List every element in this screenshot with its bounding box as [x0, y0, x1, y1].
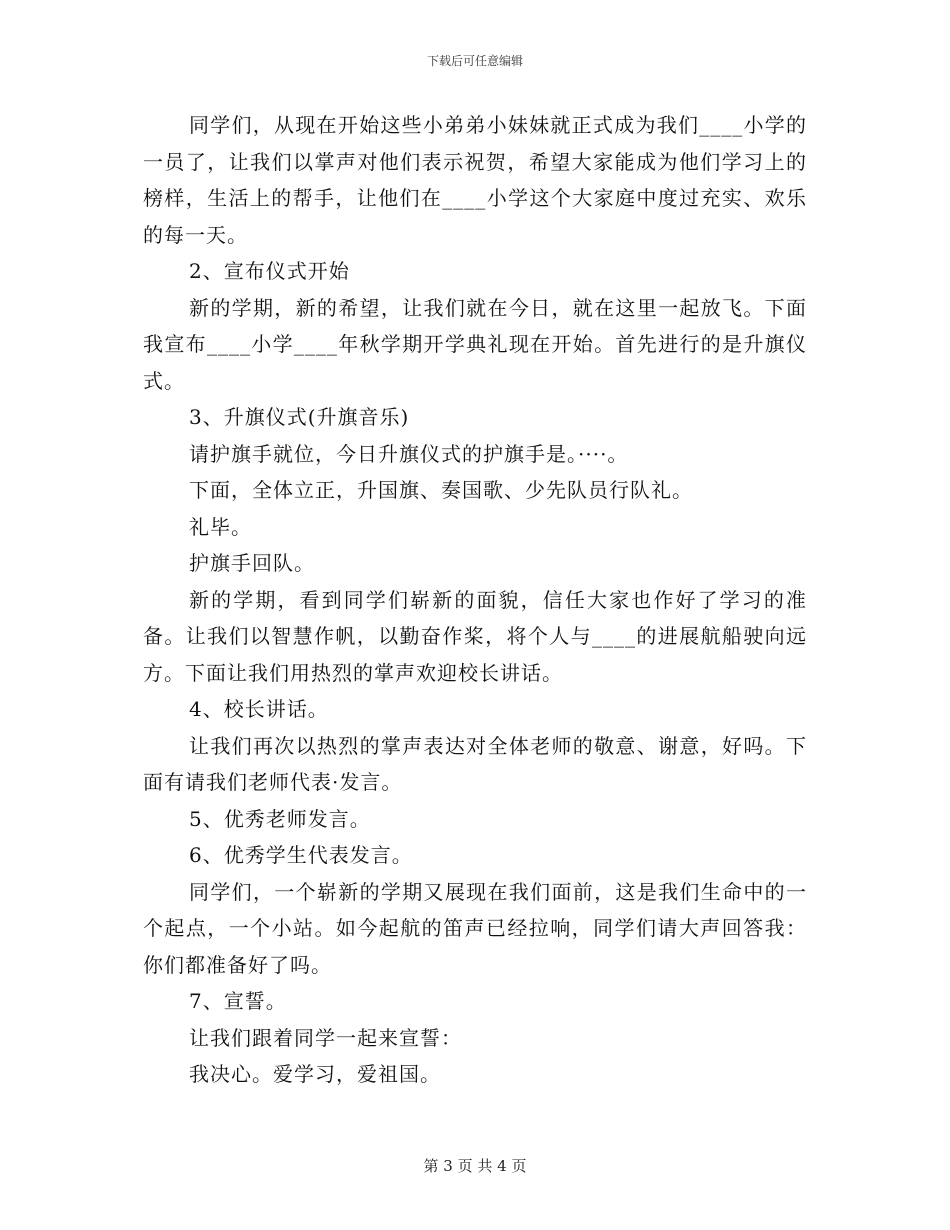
paragraph-announce: 新的学期，新的希望，让我们就在今日，就在这里一起放飞。下面我宣布____小学____年秋学期开学典礼现在开始。首先进行的是升旗仪式。 [143, 295, 807, 393]
heading-teacher-speech: 5、优秀老师发言。 [189, 806, 371, 831]
paragraph-ready: 同学们，一个崭新的学期又展现在我们面前，这是我们生命中的一个起点，一个小站。如今起航的笛声已经拉响，同学们请大声回答我：你们都准备好了吗。 [143, 879, 807, 977]
heading-oath: 7、宣誓。 [189, 989, 287, 1013]
paragraph-teacher-thanks: 让我们再次以热烈的掌声表达对全体老师的敬意、谢意，好吗。下面有请我们老师代表·发言。 [143, 733, 807, 794]
paragraph-salute: 下面，全体立正，升国旗、奏国歌、少先队员行队礼。 [189, 478, 693, 502]
document-body [143, 107, 807, 1093]
paragraph-oath-intro: 让我们跟着同学一起来宣誓： [189, 1025, 462, 1050]
paragraph-guard-return: 护旗手回队。 [189, 551, 315, 575]
page-footer: 第 3 页 共 4 页 [423, 1157, 527, 1175]
paragraph-new-term: 新的学期，看到同学们崭新的面貌，信任大家也作好了学习的准备。让我们以智慧作帆，以勤奋作桨，将个人与____的进展航船驶向远方。下面让我们用热烈的掌声欢迎校长讲话。 [143, 587, 807, 685]
paragraph-oath-text: 我决心。爱学习，爱祖国。 [189, 1062, 441, 1086]
paragraph-welcome: 同学们，从现在开始这些小弟弟小妹妹就正式成为我们____小学的一员了，让我们以掌声对他们表示祝贺，希望大家能成为他们学习上的榜样，生活上的帮手，让他们在____小学这个大家庭中度过充实、欢乐的每一天。 [143, 113, 807, 247]
paragraph-salute-end: 礼毕。 [189, 514, 252, 539]
heading-student-speech: 6、优秀学生代表发言。 [189, 843, 413, 867]
page-header: 下载后可任意编辑 [426, 54, 523, 68]
paragraph-flag-guard: 请护旗手就位，今日升旗仪式的护旗手是。····。 [189, 441, 629, 466]
heading-flag-raising: 3、升旗仪式(升旗音乐) [189, 405, 410, 429]
heading-announce-ceremony: 2、宣布仪式开始 [189, 259, 350, 283]
heading-principal-speech: 4、校长讲话。 [189, 697, 329, 721]
